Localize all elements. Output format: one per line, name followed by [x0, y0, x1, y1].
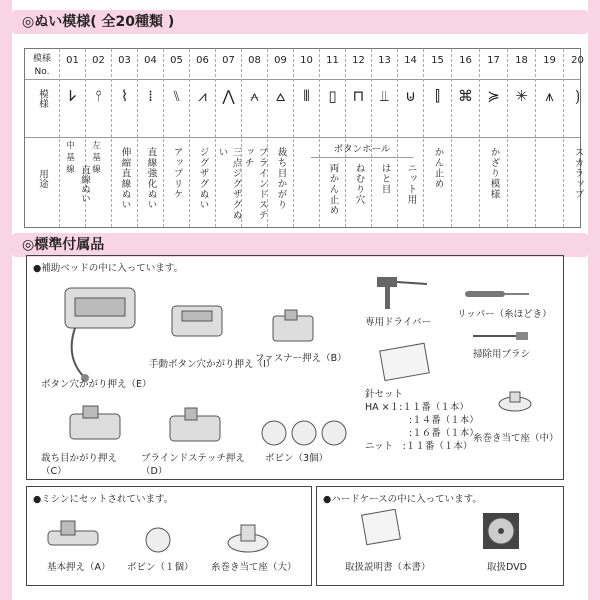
stitch-use-label: 両かん止め	[327, 163, 339, 216]
stitch-column	[111, 49, 137, 227]
stitch-pattern-icon: ⫴	[303, 87, 310, 105]
stitch-column	[563, 49, 591, 227]
stitch-column	[451, 49, 479, 227]
stitch-use-label: 伸縮直線ぬい	[119, 147, 131, 210]
stitch-column	[371, 49, 397, 227]
stitch-column	[189, 49, 215, 227]
pattern-number: 03	[118, 55, 131, 66]
spool-cap-large-label: 糸巻き当て座（大）	[211, 562, 297, 573]
pattern-number: 09	[274, 55, 287, 66]
stitch-pattern-icon: ▯	[328, 87, 337, 105]
pattern-number: 15	[431, 55, 444, 66]
stitch-use-label: 左基線	[92, 141, 102, 175]
stitch-use-label: ねむり穴	[353, 163, 365, 205]
needle-line-3: :１６番（１本）	[409, 428, 479, 439]
pattern-number: 18	[515, 55, 528, 66]
stitch-pattern-icon: ⫿	[435, 87, 440, 105]
straight-stitch-label: 直線ぬい	[79, 165, 90, 203]
stitch-use-label: 三点ジグザグぬい	[216, 147, 242, 221]
stitch-pattern-icon: ✳	[515, 87, 528, 105]
pattern-number: 11	[326, 55, 339, 66]
stitch-pattern-icon: ⌘	[458, 87, 473, 105]
stitch-column	[345, 49, 371, 227]
screwdriver-label: 専用ドライバー	[365, 317, 432, 328]
pattern-number: 13	[378, 55, 391, 66]
stitch-column	[507, 49, 535, 227]
stitch-pattern-icon: ≽	[487, 87, 500, 105]
pattern-number: 17	[487, 55, 500, 66]
zipper-foot-image	[265, 308, 320, 348]
manual-buttonhole-foot-label: 手動ボタン穴かがり押え（I）	[149, 359, 276, 370]
auxiliary-bed-box-title: ●補助ベッドの中に入っています。	[33, 263, 184, 274]
buttonhole-foot-image	[45, 278, 155, 388]
stitch-column	[397, 49, 423, 227]
ripper-image	[463, 284, 533, 304]
pattern-number: 14	[404, 55, 417, 66]
stitch-use-label: アップリケ	[171, 147, 183, 200]
stitch-pattern-icon: ⋀	[222, 87, 235, 105]
manual-label: 取扱説明書（本書）	[345, 562, 431, 573]
basic-foot-image	[43, 519, 103, 551]
stitch-column	[479, 49, 507, 227]
stitch-pattern-icon: ⫯	[95, 87, 102, 105]
stitch-pattern-icon: ⫫	[380, 87, 389, 105]
blind-stitch-foot-label: ブラインドステッチ押え（D）	[141, 453, 245, 477]
stitch-pattern-icon: 𐌋	[68, 87, 77, 105]
bobbin-label: ボビン（１個）	[127, 562, 194, 573]
stitch-column	[423, 49, 451, 227]
stitch-column	[241, 49, 267, 227]
stitch-pattern-icon: ⑊	[171, 87, 182, 105]
hard-case-box	[316, 486, 564, 586]
stitch-pattern-icon: ⩟	[275, 87, 286, 105]
stitch-pattern-icon: ⊓	[352, 87, 365, 105]
stitch-use-label: 直線強化ぬい	[145, 147, 157, 210]
pattern-number: 08	[248, 55, 261, 66]
pattern-number: 07	[222, 55, 235, 66]
manual-book-image	[359, 509, 405, 549]
stitch-use-label: かん止め	[432, 147, 444, 189]
dvd-image	[481, 511, 521, 551]
dvd-label: 取扱DVD	[487, 562, 527, 573]
stitch-pattern-icon: ⩚	[545, 87, 554, 105]
pattern-number: 16	[459, 55, 472, 66]
hard-case-box-title: ●ハードケースの中に入っています。	[323, 494, 482, 505]
needle-line-4: ニット :１１番（１本）	[365, 441, 473, 452]
pattern-number: 01	[66, 55, 79, 66]
spool-cap-large-image	[225, 519, 271, 555]
on-machine-box-title: ●ミシンにセットされています。	[33, 494, 174, 505]
zipper-foot-label: ファスナー押え（B）	[255, 353, 347, 364]
basic-foot-label: 基本押え（A）	[47, 562, 111, 573]
ripper-label: リッパー（糸ほどき）	[457, 309, 552, 320]
pattern-number: 20	[571, 55, 584, 66]
bobbins-label: ボビン（3個）	[265, 453, 329, 464]
screwdriver-image	[372, 272, 432, 312]
auxiliary-bed-box	[26, 255, 564, 480]
stitch-use-label: ジグザグぬい	[197, 147, 209, 210]
needle-set-label	[365, 388, 479, 453]
pattern-label: 模様	[37, 89, 48, 108]
spool-cap-medium-image	[495, 388, 535, 413]
pattern-number: 10	[300, 55, 313, 66]
stitch-use-label: ブラインドステッチ	[242, 147, 268, 221]
stitch-pattern-icon: ⊍	[405, 87, 416, 105]
stitch-use-label: スカラップ	[572, 147, 584, 200]
brush-label: 掃除用ブラシ	[473, 349, 531, 360]
stitch-pattern-icon: ⁞	[148, 87, 153, 105]
on-machine-box	[26, 486, 312, 586]
bobbin-image	[143, 525, 173, 555]
use-label: 用途	[37, 169, 48, 188]
stitch-column	[293, 49, 319, 227]
pattern-number: 04	[144, 55, 157, 66]
stitch-pattern-icon: ⟯	[575, 87, 580, 105]
stitch-column	[215, 49, 241, 227]
pattern-number: 05	[170, 55, 183, 66]
overcast-foot-image	[65, 404, 125, 444]
stitch-patterns-header: ◎ぬい模様( 全20種類 )	[12, 10, 588, 34]
stitch-use-label: 中基線	[66, 141, 76, 175]
stitch-pattern-icon: ⩘	[198, 87, 207, 105]
spool-cap-medium-label: 糸巻き当て座（中）	[473, 433, 559, 444]
stitch-column	[163, 49, 189, 227]
manual-buttonhole-foot-image	[167, 296, 227, 346]
stitch-column	[267, 49, 293, 227]
stitch-use-label: かざり模様	[488, 147, 500, 200]
blind-stitch-foot-image	[165, 406, 225, 446]
needle-set-image	[377, 342, 437, 382]
pattern-number: 19	[543, 55, 556, 66]
stitch-use-label: はと目	[379, 163, 391, 195]
stitch-use-label: ニット用	[405, 163, 417, 205]
stitch-pattern-icon: ⌇	[120, 87, 129, 105]
accessories-header: ◎標準付属品	[12, 233, 588, 257]
buttonhole-foot-label: ボタン穴かがり押え（E）	[41, 379, 152, 390]
overcast-foot-label: 裁ち目かがり押え（C）	[41, 453, 118, 477]
needle-set-title: 針セット	[365, 389, 404, 400]
stitch-column	[319, 49, 345, 227]
pattern-no-label: 模様No.	[32, 54, 51, 77]
bobbins-image	[259, 418, 349, 448]
pattern-number: 02	[92, 55, 105, 66]
brush-image	[471, 328, 531, 344]
stitch-column	[535, 49, 563, 227]
stitch-column	[137, 49, 163, 227]
needle-line-1: HA ×１:１１番（１本）	[365, 402, 469, 413]
pattern-number: 06	[196, 55, 209, 66]
stitch-table	[24, 48, 584, 228]
stitch-pattern-icon: ⩜	[250, 87, 259, 105]
stitch-use-label: 裁ち目かがり	[275, 147, 287, 210]
needle-line-2: :１４番（１本）	[409, 415, 479, 426]
pattern-number: 12	[352, 55, 365, 66]
buttonhole-group-label: ボタンホール	[311, 141, 413, 158]
